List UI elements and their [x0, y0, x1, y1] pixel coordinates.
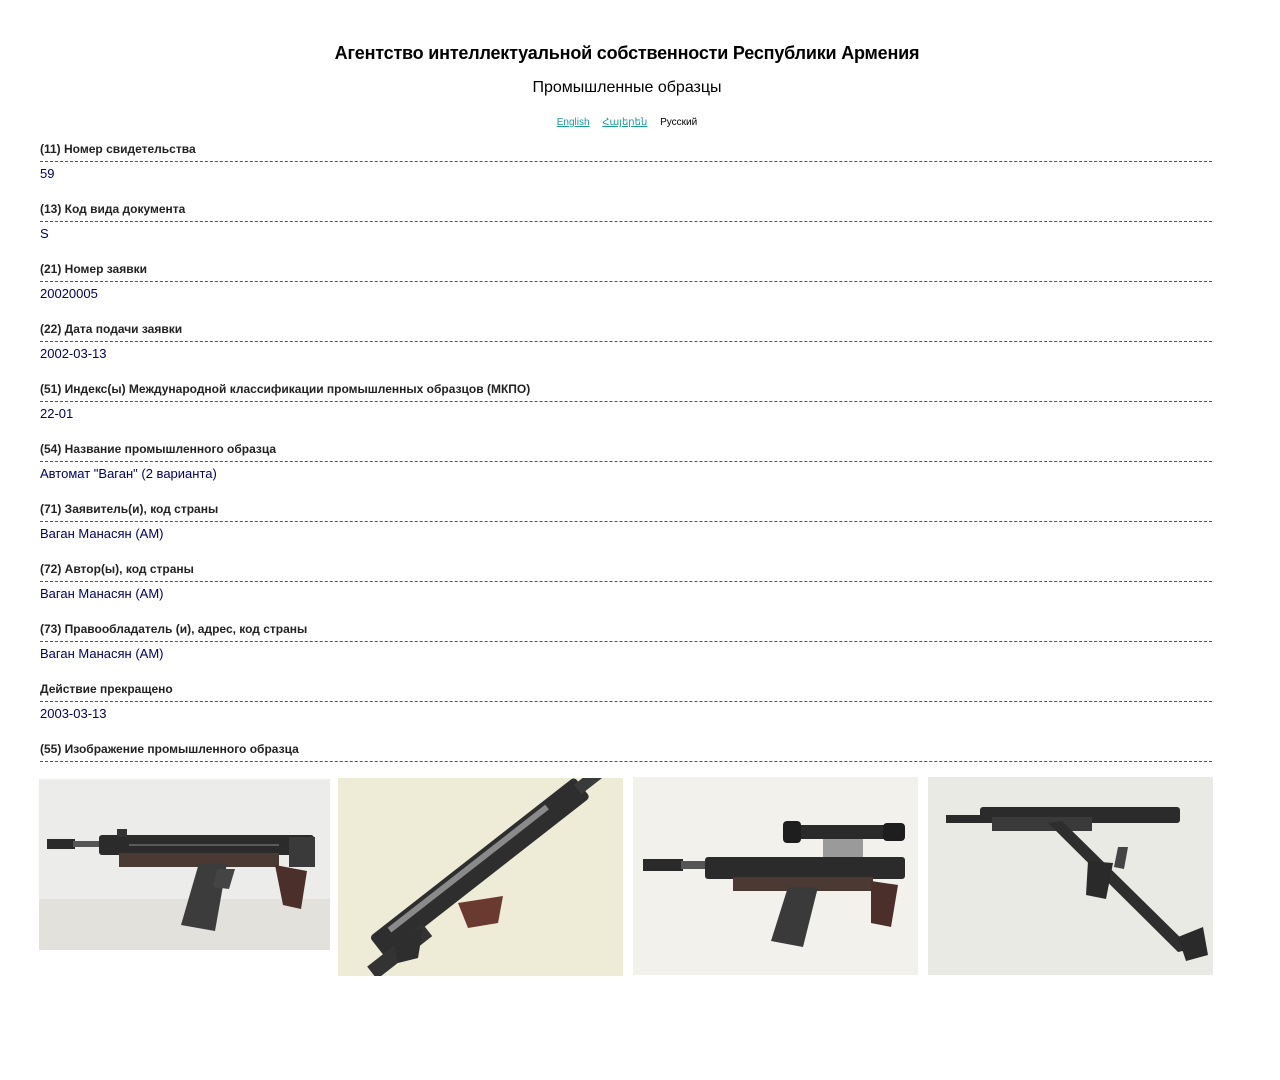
field-terminated — [40, 682, 1212, 722]
field-design-title — [40, 442, 1212, 482]
field-value: Автомат "Ваган" (2 варианта) — [40, 466, 217, 481]
field-label: (55) Изображение промышленного образца — [40, 742, 299, 756]
field-value: Ваган Манасян (AM) — [40, 526, 164, 541]
field-divider — [40, 521, 1212, 522]
field-classification-index — [40, 382, 1212, 422]
field-value: 22-01 — [40, 406, 74, 421]
field-divider — [40, 461, 1212, 462]
language-link-armenian[interactable]: Հայերեն — [602, 117, 648, 128]
field-value: S — [40, 226, 49, 241]
field-divider — [40, 161, 1212, 162]
field-document-kind-code — [40, 202, 1212, 242]
field-divider — [40, 221, 1212, 222]
field-value: 20020005 — [40, 286, 98, 301]
field-divider — [40, 281, 1212, 282]
field-label: (71) Заявитель(и), код страны — [40, 502, 219, 516]
language-link-english[interactable]: English — [556, 117, 590, 128]
design-image-4[interactable] — [928, 777, 1213, 975]
field-label: (11) Номер свидетельства — [40, 142, 196, 156]
field-value: Ваган Манасян (AM) — [40, 646, 164, 661]
field-label: (54) Название промышленного образца — [40, 442, 277, 456]
field-value: 2003-03-13 — [40, 706, 107, 721]
field-divider — [40, 761, 1212, 762]
design-image-2[interactable] — [338, 778, 623, 976]
field-divider — [40, 581, 1212, 582]
field-value: 59 — [40, 166, 55, 181]
field-label: (22) Дата подачи заявки — [40, 322, 183, 336]
design-image-1[interactable] — [39, 779, 330, 950]
field-author — [40, 562, 1212, 602]
field-certificate-number — [40, 142, 1212, 182]
field-value: Ваган Манасян (AM) — [40, 586, 164, 601]
field-application-number — [40, 262, 1212, 302]
field-value: 2002-03-13 — [40, 346, 107, 361]
field-applicant — [40, 502, 1212, 542]
field-label: (72) Автор(ы), код страны — [40, 562, 194, 576]
field-label: Действие прекращено — [40, 682, 173, 696]
language-current-russian: Русский — [660, 117, 698, 128]
field-divider — [40, 641, 1212, 642]
field-filing-date — [40, 322, 1212, 362]
field-design-images — [40, 742, 1212, 762]
field-divider — [40, 701, 1212, 702]
language-switcher — [0, 117, 1254, 128]
field-divider — [40, 341, 1212, 342]
page-title: Агентство интеллектуальной собственности Республики Армения — [334, 43, 920, 63]
design-image-3[interactable] — [633, 777, 918, 975]
field-label: (21) Номер заявки — [40, 262, 147, 276]
field-label: (51) Индекс(ы) Международной классификации промышленных образцов (МКПО) — [40, 382, 531, 396]
field-label: (13) Код вида документа — [40, 202, 186, 216]
field-owner — [40, 622, 1212, 662]
field-label: (73) Правообладатель (и), адрес, код страны — [40, 622, 308, 636]
page-subtitle: Промышленные образцы — [532, 79, 722, 96]
field-divider — [40, 401, 1212, 402]
